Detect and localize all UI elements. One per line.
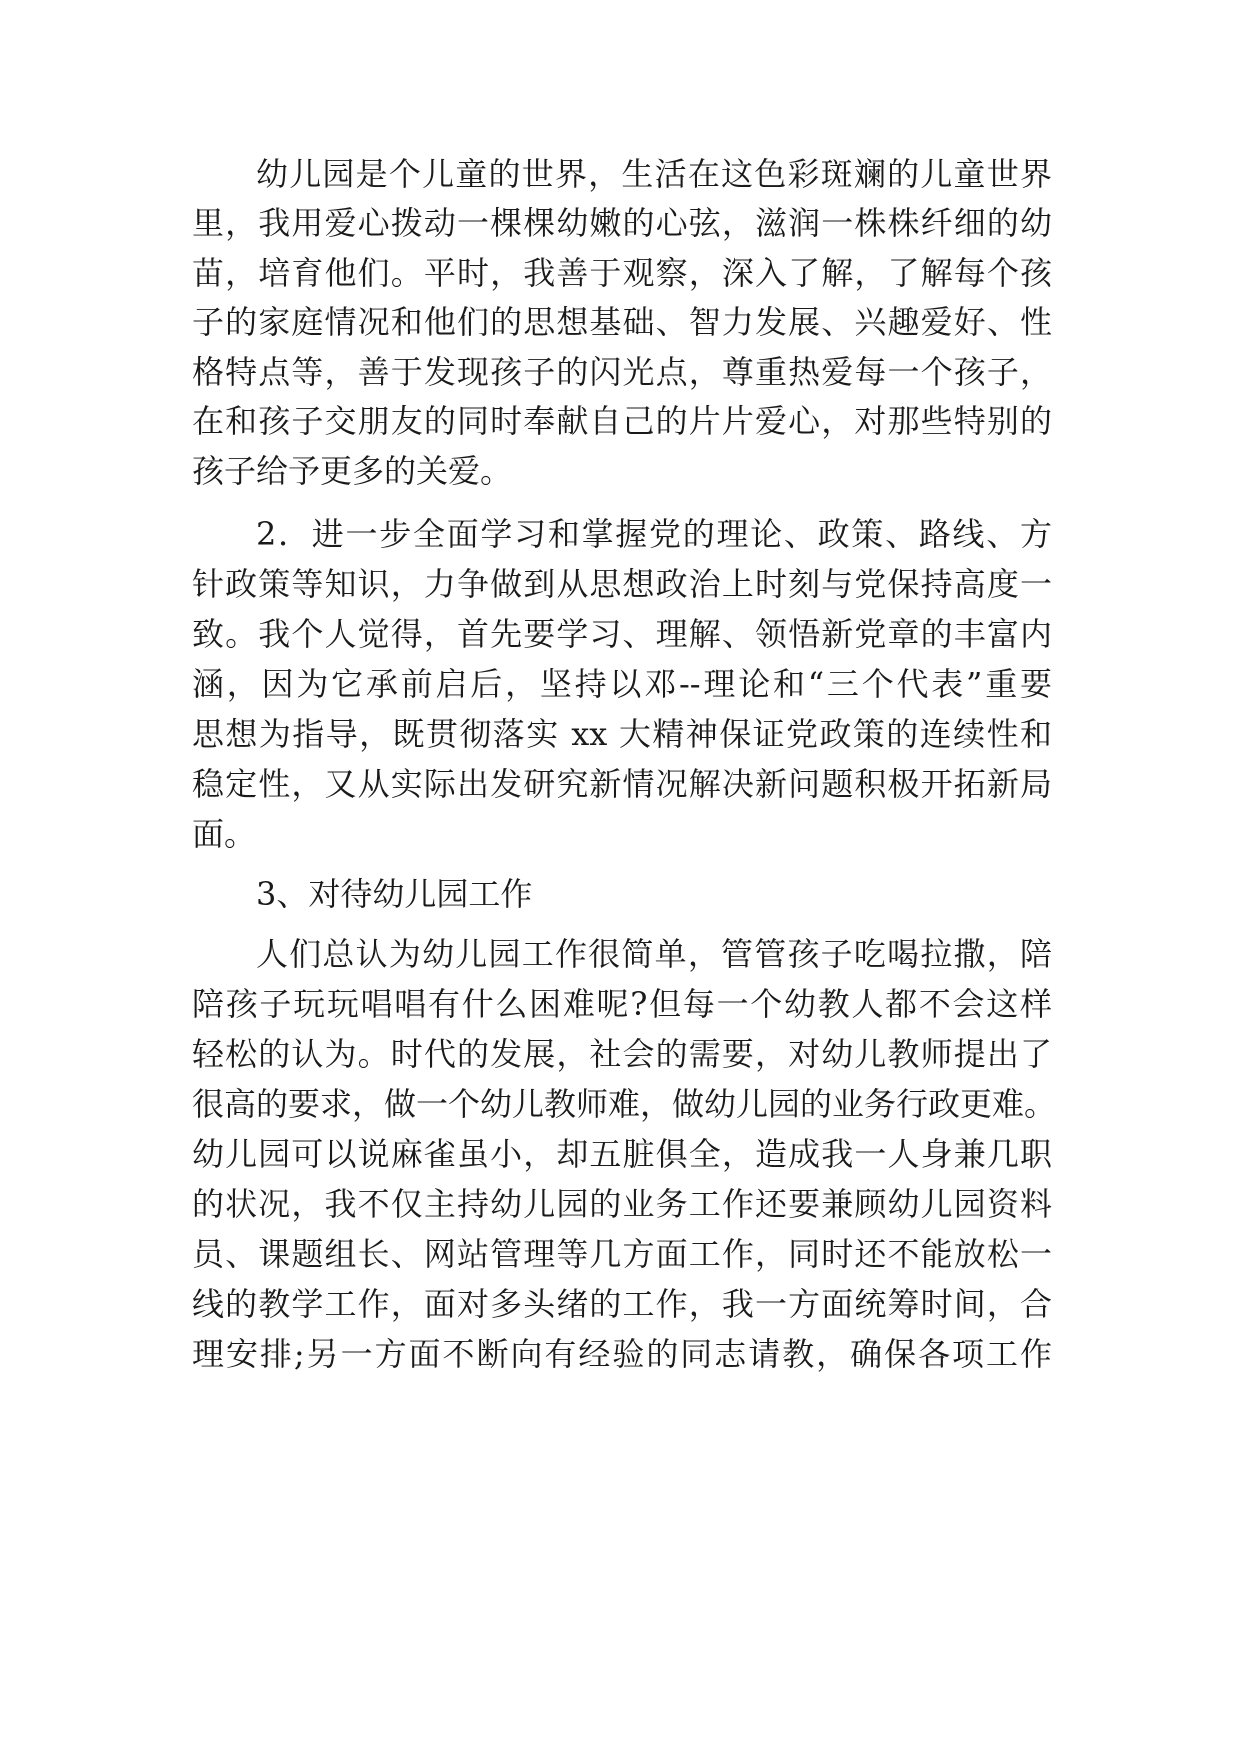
text-line: 稳定性，又从实际出发研究新情况解决新问题积极开拓新局 [192,765,1052,803]
text-line: 里，我用爱心拨动一棵棵幼嫩的心弦，滋润一株株纤细的幼 [192,204,1052,242]
numbered-item-2: 2．进一步全面学习和掌握党的理论、政策、路线、方 [256,515,1052,553]
section-heading: 3、对待幼儿园工作 [256,875,533,913]
text-line: 人们总认为幼儿园工作很简单，管管孩子吃喝拉撒，陪 [256,935,1052,973]
text-line: 轻松的认为。时代的发展，社会的需要，对幼儿教师提出了 [192,1035,1052,1073]
text-line: 员、课题组长、网站管理等几方面工作，同时还不能放松一 [192,1235,1052,1273]
text-line: 涵，因为它承前启后，坚持以邓--理论和“三个代表”重要 [192,665,1052,703]
text-line: 线的教学工作，面对多头绪的工作，我一方面统筹时间，合 [192,1285,1052,1323]
text-line: 孩子给予更多的关爱。 [192,452,513,490]
text-line: 针政策等知识，力争做到从思想政治上时刻与党保持高度一 [192,565,1052,603]
text-line: 子的家庭情况和他们的思想基础、智力发展、兴趣爱好、性 [192,303,1052,341]
text-line: 思想为指导，既贯彻落实 xx 大精神保证党政策的连续性和 [192,715,1052,753]
text-line: 幼儿园是个儿童的世界，生活在这色彩斑斓的儿童世界 [256,155,1052,193]
text-line: 很高的要求，做一个幼儿教师难，做幼儿园的业务行政更难。 [192,1085,1057,1123]
text-line: 致。我个人觉得，首先要学习、理解、领悟新党章的丰富内 [192,615,1052,653]
text-line: 格特点等，善于发现孩子的闪光点，尊重热爱每一个孩子， [192,353,1052,391]
text-line: 面。 [192,815,257,853]
text-line: 幼儿园可以说麻雀虽小，却五脏俱全，造成我一人身兼几职 [192,1135,1052,1173]
text-line: 苗，培育他们。平时，我善于观察，深入了解，了解每个孩 [192,254,1052,292]
text-line: 陪孩子玩玩唱唱有什么困难呢?但每一个幼教人都不会这样 [192,985,1052,1023]
text-line: 理安排;另一方面不断向有经验的同志请教，确保各项工作 [192,1335,1052,1373]
text-line: 在和孩子交朋友的同时奉献自己的片片爱心，对那些特别的 [192,402,1052,440]
text-line: 的状况，我不仅主持幼儿园的业务工作还要兼顾幼儿园资料 [192,1185,1052,1223]
